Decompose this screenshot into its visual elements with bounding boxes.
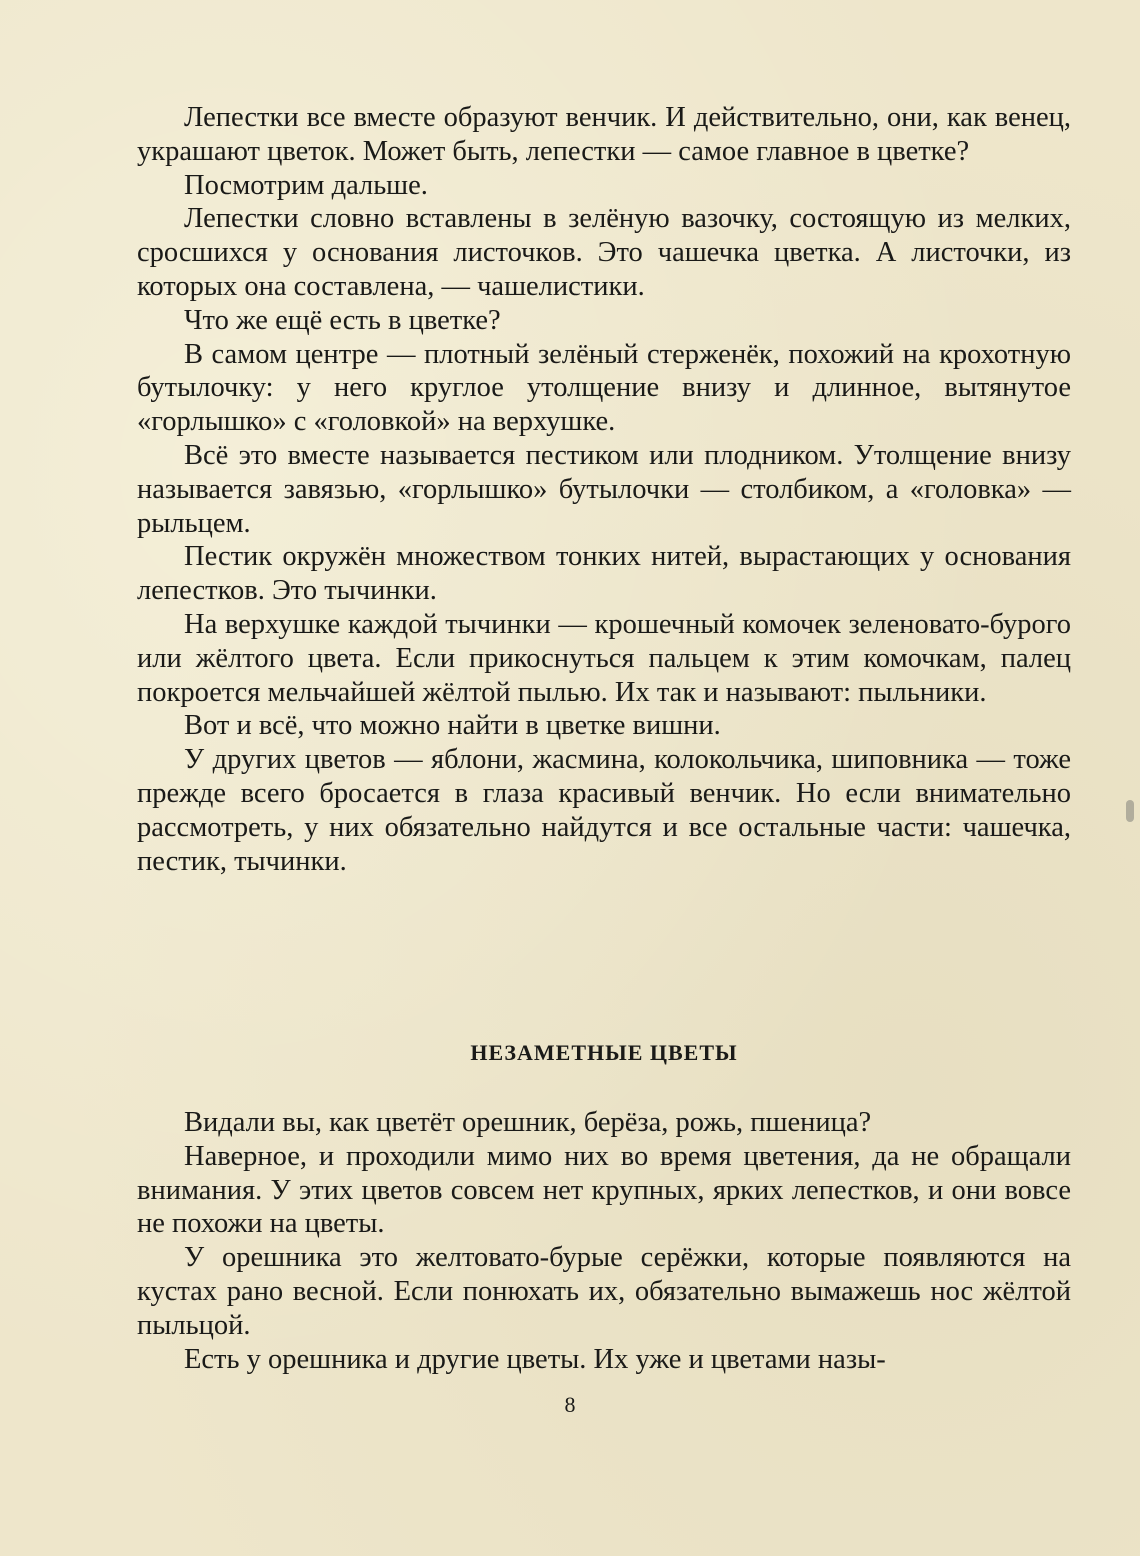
paragraph: Лепестки все вместе образуют венчик. И действительно, они, как венец, украшают цветок. Может быть, лепестки — самое главное в цветке? — [137, 102, 1071, 167]
section-heading: НЕЗАМЕТНЫЕ ЦВЕТЫ — [470, 1040, 738, 1065]
paragraph: У других цветов — яблони, жасмина, колокольчика, шиповника — тоже прежде всего бросается в глаза красивый венчик. Но если внимательно рассмотреть, у них обязательно найдутся и все остальные части: чашечка, пестик, тычинки. — [137, 744, 1071, 877]
section-flower-parts — [137, 101, 1071, 878]
paragraph: В самом центре — плотный зелёный стерженёк, похожий на крохотную бутылочку: у него круглое утолщение внизу и длинное, вытянутое «горлышко» с «головкой» на верхушке. — [137, 338, 1071, 438]
paragraph: Пестик окружён множеством тонких нитей, вырастающих у основания лепестков. Это тычинки. — [137, 541, 1071, 607]
paragraph: Лепестки словно вставлены в зелёную вазочку, состоящую из мелких, сросшихся у основания листочков. Это чашечка цветка. А листочки, из которых она составлена, — чашелистики. — [137, 203, 1071, 302]
paragraph: Наверное, и проходили мимо них во время цветения, да не обращали внимания. У этих цветов совсем нет крупных, ярких лепестков, и они вовсе не похожи на цветы. — [137, 1140, 1071, 1240]
paragraph: Что же ещё есть в цветке? — [184, 304, 501, 336]
paragraph: На верхушке каждой тычинки — крошечный комочек зеленовато-бурого или жёлтого цвета. Если прикоснуться пальцем к этим комочкам, палец покроется мельчайшей жёлтой пылью. Их так и называют: пыльники. — [137, 608, 1071, 708]
paragraph: Видали вы, как цветёт орешник, берёза, рожь, пшеница? — [184, 1107, 872, 1138]
paragraph: Всё это вместе называется пестиком или плодником. Утолщение внизу называется завязью, «горлышко» бутылочки — столбиком, а «головка» — рыльцем. — [137, 439, 1071, 539]
paragraph: Есть у орешника и другие цветы. Их уже и цветами назы- — [184, 1343, 886, 1375]
scan-edge-mark — [1126, 800, 1134, 822]
paragraph: Вот и всё, что можно найти в цветке вишни. — [184, 710, 721, 742]
paragraph: У орешника это желтовато-бурые серёжки, которые появляются на кустах рано весной. Если понюхать их, обязательно вымажешь нос жёлтой пыльцой. — [137, 1242, 1071, 1341]
section-inconspicuous-flowers — [137, 1106, 1071, 1376]
paragraph: Посмотрим дальше. — [184, 169, 428, 201]
page-number: 8 — [564, 1392, 576, 1417]
